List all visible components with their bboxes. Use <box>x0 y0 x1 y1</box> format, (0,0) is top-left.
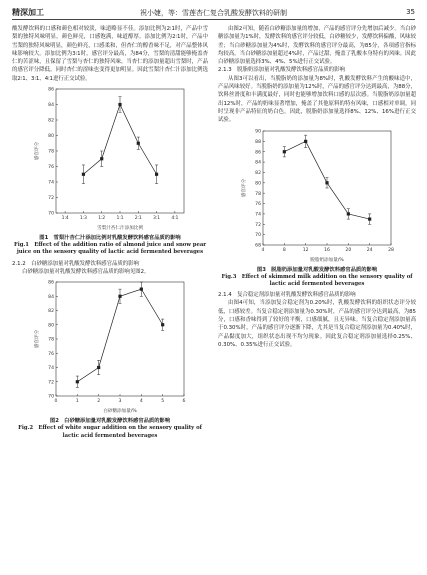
y-tick-label: 80 <box>255 180 261 186</box>
x-tick-label: 1∶3 <box>79 216 87 222</box>
data-point <box>118 103 121 106</box>
paragraph: 白砂糖添加量对乳酸发酵饮料感官品质的影响见图2。 <box>22 268 150 275</box>
y-tick-label: 76 <box>48 352 54 358</box>
y-tick-label: 72 <box>48 380 54 386</box>
page-number: 35 <box>406 8 415 16</box>
data-point <box>325 181 328 184</box>
y-tick-label: 70 <box>48 211 54 217</box>
y-tick-label: 80 <box>48 323 54 329</box>
y-tick-label: 88 <box>255 139 261 145</box>
chart-fig1 <box>30 83 190 233</box>
x-tick-label: 2 <box>97 399 101 405</box>
y-tick-label: 78 <box>255 191 261 197</box>
x-axis-label: 雪梨汁杏仁汁添加比例 <box>97 226 143 232</box>
fig1-caption-en: Fig.1 Effect of the addition ratio of almond juice and snow pear juice on the sensory quality of lactic acid fermented beverages <box>13 242 207 256</box>
figure-caption <box>12 418 208 440</box>
figure-caption <box>218 267 416 289</box>
paragraph: 酸发酵饮料的口感和颜色相对较淡，味道略显不佳。添加比例为2∶1时，产品中雪梨的独特风味明显，颜色鲜亮，口感饱满，味道醇厚。添加比例为2∶1时，产品中雪梨的独特风味明显，颜色鲜亮，口感柔和，但杏仁的醇香味不足，对产品整体风味影响较大。添加比例为3∶1时，感官评分最高，为84分，雪梨的清甜能够掩盖杏仁的苦涩味，且保留了雪梨与杏仁的独特风味。当杏仁的添加量超出雪梨时，产品的感官评分降低，同时杏仁的涩味也变得更加明显。因此雪梨汁杏仁汁添加比例选取2∶1、3∶1、4∶1进行正交试验。 <box>12 26 208 82</box>
x-axis-label: 脱脂奶添加量/% <box>310 257 344 263</box>
x-tick-label: 12 <box>302 247 309 253</box>
chart-fig3 <box>237 125 397 265</box>
y-tick-label: 90 <box>255 129 261 135</box>
y-tick-label: 78 <box>48 149 54 155</box>
series-line <box>83 105 156 175</box>
paragraph: 由图2可知，随着白砂糖添加量的增加，产品的感官评分先增加后减少。当白砂糖添加量为1%时，发酵饮料的感官评分较低，白砂糖较少，发酵饮料偏酸，风味较差；当白砂糖添加量为4%时，发酵饮料的感官评分最高，为85分，各项感官指标均较高。当白砂糖添加量超过4%时，产品过甜，掩盖了乳酸本身特有的风味。因此白砂糖添加量选择3%、4%、5%进行正交试验。 <box>218 26 416 66</box>
x-tick-label: 1∶4 <box>61 216 69 222</box>
y-tick-label: 74 <box>48 180 54 186</box>
article-running-title: 祝小婕，等：雪莲杏仁复合乳酸发酵饮料的研制 <box>140 9 287 17</box>
x-tick-label: 4 <box>261 247 265 253</box>
x-tick-label: 2∶1 <box>134 216 142 222</box>
data-point <box>347 212 350 215</box>
x-tick-label: 24 <box>366 247 373 253</box>
x-tick-label: 4∶1 <box>171 216 179 222</box>
x-tick-label: 4 <box>139 399 143 405</box>
y-tick-label: 86 <box>255 149 261 155</box>
data-point <box>304 139 307 142</box>
y-tick-label: 82 <box>48 118 54 124</box>
y-tick-label: 84 <box>255 160 261 166</box>
y-tick-label: 76 <box>48 165 54 171</box>
paragraph: 从图3可以看出，当脱脂奶的添加量为8%时，乳酸发酵饮料产生的酸味适中，产品风味较好。当脱脂奶的添加量为12%时，产品的感官评分达到最高，为88分，饮料丝滑度和丰满度最好，同时也能够增加饮料口感的层次感。当脱脂奶添加量超出12%时，产品的奶味显著增加，掩盖了其他原料的特有风味，口感相对单调，同时呈现非产品特征的奶白色。因此，脱脂奶添加量选择8%、12%、16%进行正交试验。 <box>218 75 416 124</box>
data-point <box>100 157 103 160</box>
x-tick-label: 5 <box>161 399 165 405</box>
y-tick-label: 70 <box>255 232 261 238</box>
paragraph: 由图4可知，当添加复合稳定剂为0.20%时，乳酸发酵饮料的组织状态评分较低，口感较差。当复合稳定剂添加量为0.30%时，产品的感官评分达到最高，为85分，口感和香味得到了较好的平衡，口感细腻，且无异味。当复合稳定剂添加量高于0.30%时，产品的感官评分逐渐下降，尤其是当复合稳定剂添加量为0.40%时，产品黏度加大，组织状态出现不均匀现象。因此复合稳定剂添加量选择0.25%、0.30%、0.35%进行正交试验。 <box>218 300 416 348</box>
fig3-caption-cn: 图3 脱脂奶添加量对乳酸发酵饮料感官品质的影响 <box>256 266 378 273</box>
x-tick-label: 3∶1 <box>153 216 161 222</box>
y-axis-label: 感官评分 <box>35 330 40 349</box>
y-tick-label: 72 <box>255 222 261 228</box>
x-tick-label: 1∶2 <box>98 216 106 222</box>
section-heading: 2.1.3 脱脂奶添加量对乳酸发酵饮料感官品质的影响 <box>218 67 345 74</box>
fig2-caption-cn: 图2 白砂糖添加量对乳酸发酵饮料感官品质的影响 <box>49 418 171 425</box>
y-tick-label: 74 <box>255 212 261 218</box>
x-tick-label: 1∶1 <box>116 216 124 222</box>
data-point <box>137 142 140 145</box>
data-point <box>283 150 286 153</box>
data-point <box>140 288 143 291</box>
data-point <box>97 366 100 369</box>
data-point <box>161 323 164 326</box>
y-tick-label: 76 <box>255 201 261 207</box>
y-tick-label: 68 <box>255 243 261 249</box>
x-tick-label: 20 <box>345 247 352 253</box>
fig2-caption-en: Fig.2 Effect of white sugar addition on the sensory quality of lactic acid fermented beverages <box>18 425 202 439</box>
y-tick-label: 80 <box>48 134 54 140</box>
y-tick-label: 86 <box>48 280 54 286</box>
y-tick-label: 72 <box>48 196 54 202</box>
y-axis-label: 感官评分 <box>242 178 247 197</box>
left-column <box>12 25 208 443</box>
running-header <box>12 6 415 20</box>
x-tick-label: 3 <box>118 399 122 405</box>
x-tick-label: 6 <box>182 399 186 405</box>
y-tick-label: 82 <box>255 170 261 176</box>
journal-section: 精深加工 <box>12 8 44 17</box>
data-point <box>155 173 158 176</box>
y-tick-label: 82 <box>48 309 54 315</box>
y-tick-label: 78 <box>48 337 54 343</box>
chart-fig2 <box>30 276 190 416</box>
right-column <box>218 25 416 349</box>
section-heading: 2.1.2 白砂糖添加量对乳酸发酵饮料感官品质的影响 <box>12 260 139 267</box>
y-tick-label: 70 <box>48 394 54 400</box>
x-tick-label: 1 <box>75 399 79 405</box>
figure-caption <box>12 235 208 257</box>
section-heading: 2.1.4 复合稳定剂添加量对乳酸发酵饮料感官品质的影响 <box>218 292 356 299</box>
fig1-caption-cn: 图1 雪梨汁杏仁汁添加比例对乳酸发酵饮料感官品质的影响 <box>39 235 181 242</box>
fig3-caption-en: Fig.3 Effect of skimmed milk addition on the sensory quality of lactic acid fermented beverages <box>221 273 413 287</box>
y-tick-label: 74 <box>48 366 54 372</box>
y-axis-label: 感官评分 <box>35 141 40 161</box>
x-tick-label: 16 <box>324 247 330 253</box>
x-tick-label: 8 <box>282 247 286 253</box>
y-tick-label: 86 <box>48 87 54 93</box>
data-point <box>118 295 121 298</box>
x-axis-label: 白砂糖添加量/% <box>103 409 137 415</box>
y-tick-label: 84 <box>48 295 54 301</box>
data-point <box>368 217 371 220</box>
y-tick-label: 84 <box>48 103 54 109</box>
data-point <box>82 173 85 176</box>
x-tick-label: 28 <box>388 247 394 253</box>
x-tick-label: 0 <box>54 399 58 405</box>
data-point <box>76 380 79 383</box>
